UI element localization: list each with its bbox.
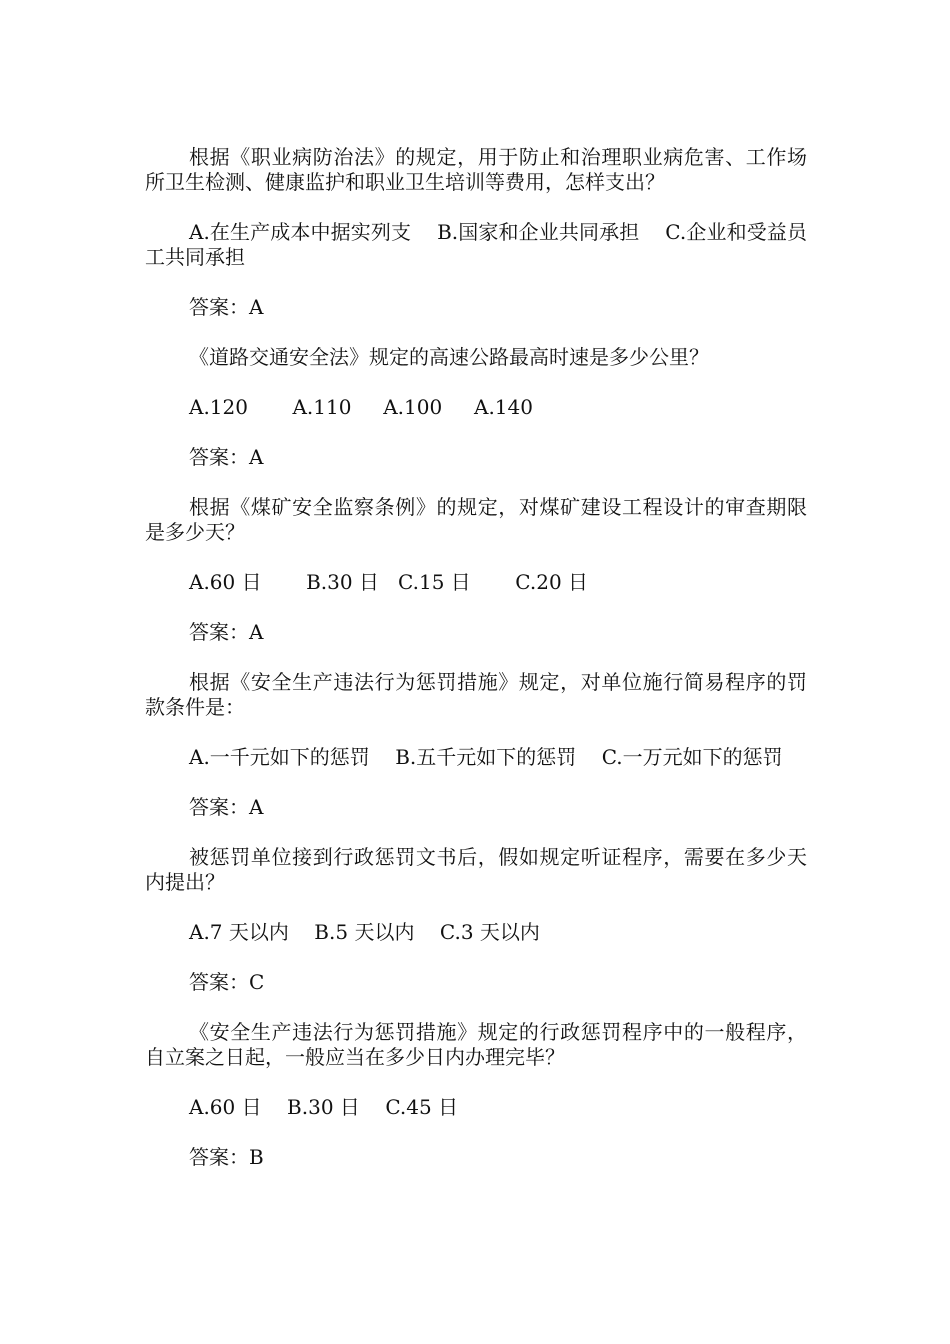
answer-options: A.一千元如下的惩罚 B.五千元如下的惩罚 C.一万元如下的惩罚 — [189, 745, 783, 769]
answer-options: A.在生产成本中据实列支 B.国家和企业共同承担 C.企业和受益员工共同承担 — [145, 220, 807, 269]
question-text: 根据《煤矿安全监察条例》的规定，对煤矿建设工程设计的审查期限是多少天？ — [145, 495, 807, 544]
answer-options: A.60 日 B.30 日 C.45 日 — [189, 1095, 459, 1119]
answer-options: A.120 A.110 A.100 A.140 — [189, 395, 533, 419]
answer-key: 答案：C — [189, 970, 265, 994]
answer-key: 答案：A — [189, 295, 264, 319]
question-text: 《道路交通安全法》规定的高速公路最高时速是多少公里？ — [189, 345, 709, 369]
question-text: 被惩罚单位接到行政惩罚文书后，假如规定听证程序，需要在多少天内提出？ — [145, 845, 807, 894]
question-text: 《安全生产违法行为惩罚措施》规定的行政惩罚程序中的一般程序，自立案之日起，一般应当在多少日内办理完毕？ — [145, 1020, 807, 1069]
answer-key: 答案：B — [189, 1145, 264, 1169]
answer-options: A.60 日 B.30 日 C.15 日 C.20 日 — [189, 570, 589, 594]
answer-key: 答案：A — [189, 620, 264, 644]
question-text: 根据《安全生产违法行为惩罚措施》规定，对单位施行简易程序的罚款条件是： — [145, 670, 807, 719]
answer-options: A.7 天以内 B.5 天以内 C.3 天以内 — [189, 920, 540, 944]
document-page — [145, 145, 807, 1195]
answer-key: 答案：A — [189, 445, 264, 469]
answer-key: 答案：A — [189, 795, 264, 819]
question-text: 根据《职业病防治法》的规定，用于防止和治理职业病危害、工作场所卫生检测、健康监护和职业卫生培训等费用，怎样支出？ — [145, 145, 807, 194]
